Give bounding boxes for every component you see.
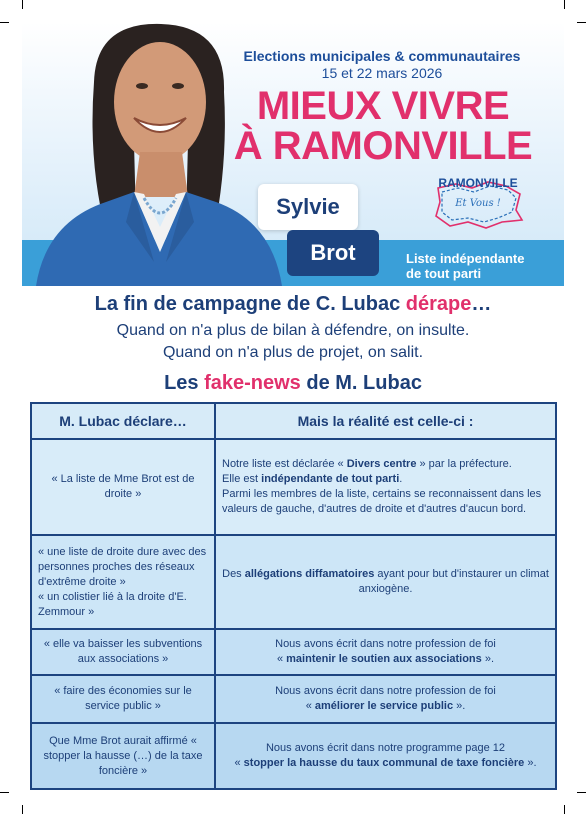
reality-text: ». (524, 757, 537, 769)
crop-mark (564, 0, 565, 9)
reality-text: Elle est (222, 473, 262, 485)
ramonville-logo (428, 172, 528, 230)
headline (22, 293, 564, 316)
campaign-header (22, 22, 564, 286)
reality-cell (215, 535, 556, 629)
column-header-reality: Mais la réalité est celle-ci : (215, 403, 556, 439)
table-row (31, 439, 556, 535)
reality-text: Nous avons écrit dans notre profession de foi (275, 685, 496, 697)
section-title-end: de M. Lubac (300, 372, 422, 394)
election-dates: 15 et 22 mars 2026 (321, 65, 443, 81)
reality-cell (215, 629, 556, 675)
reality-text: « (276, 653, 287, 665)
reality-highlight: stopper la hausse du taux communal de taxe foncière (243, 757, 525, 769)
crop-mark (577, 22, 586, 23)
fact-check-table (30, 402, 557, 790)
independent-line-1: Liste indépendante (406, 251, 525, 266)
table-row (31, 629, 556, 675)
reality-cell (215, 439, 556, 535)
reality-text: Notre liste est déclarée « (222, 458, 347, 470)
intro-line-1: Quand on n'a plus de bilan à défendre, on insulte. (116, 322, 470, 339)
reality-text: « (305, 700, 315, 712)
claim-cell: « faire des économies sur le service public » (31, 675, 215, 723)
reality-text: ». (481, 653, 495, 665)
reality-text: Des (222, 568, 245, 580)
logo-title: RAMONVILLE (438, 176, 518, 190)
reality-highlight: indépendante de tout parti (261, 473, 400, 485)
column-header-claims: M. Lubac déclare… (31, 403, 215, 439)
crop-mark (22, 0, 23, 9)
reality-text: Parmi les membres de la liste, certains se reconnaissent dans les valeurs de gauche, d'autres de droite et d'autres d'aucun bord. (222, 488, 542, 515)
logo-subtitle: Et Vous ! (455, 198, 501, 209)
reality-cell (215, 675, 556, 723)
claim-cell: « elle va baisser les subventions aux associations » (31, 629, 215, 675)
headline-text: La fin de campagne de C. Lubac (94, 293, 406, 315)
crop-mark (577, 792, 586, 793)
headline-accent: dérape (405, 293, 472, 315)
intro-text (22, 320, 564, 364)
crop-mark (0, 792, 9, 793)
campaign-slogan (218, 86, 548, 166)
candidate-last-name: Brot (287, 230, 379, 276)
section-title (22, 372, 564, 395)
election-title: Elections municipales & communautaires (243, 48, 521, 64)
intro-line-2: Quand on n'a plus de projet, on salit. (162, 344, 424, 361)
table-header-row (31, 403, 556, 439)
reality-text: Nous avons écrit dans notre programme page 12 (265, 742, 506, 754)
reality-highlight: allégations diffamatoires (244, 568, 375, 580)
reality-highlight: maintenir le soutien aux associations (286, 653, 482, 665)
crop-mark (22, 805, 23, 814)
section-title-accent: fake-news (204, 372, 301, 394)
claim-cell (31, 535, 215, 629)
reality-text: « (234, 757, 244, 769)
independent-list-label (406, 251, 564, 281)
reality-highlight: Divers centre (346, 458, 417, 470)
table-row (31, 723, 556, 789)
crop-mark (564, 805, 565, 814)
reality-text: ayant pour but d'instaurer un climat anxiogène. (358, 568, 549, 595)
candidate-first-name: Sylvie (258, 184, 358, 230)
table-row (31, 675, 556, 723)
slogan-line-2: À RAMONVILLE (233, 124, 533, 168)
reality-cell (215, 723, 556, 789)
reality-highlight: améliorer le service public (314, 700, 454, 712)
claim-text: « un colistier lié à la droite d'E. Zemmour » (38, 590, 187, 618)
section-title-start: Les (164, 372, 205, 394)
reality-text: ». (453, 700, 466, 712)
reality-text: . (399, 473, 403, 485)
reality-text: » par la préfecture. (416, 458, 512, 470)
claim-cell: « La liste de Mme Brot est de droite » (31, 439, 215, 535)
headline-ellipsis: … (471, 293, 492, 315)
slogan-line-1: MIEUX VIVRE (256, 84, 510, 128)
claim-cell: Que Mme Brot aurait affirmé « stopper la hausse (…) de la taxe foncière » (31, 723, 215, 789)
crop-mark (0, 22, 9, 23)
claim-text: « une liste de droite dure avec des personnes proches des réseaux d'extrême droite » (38, 545, 207, 588)
table-row (31, 535, 556, 629)
reality-text: Nous avons écrit dans notre profession de foi (275, 638, 496, 650)
independent-line-2: de tout parti (406, 266, 482, 281)
